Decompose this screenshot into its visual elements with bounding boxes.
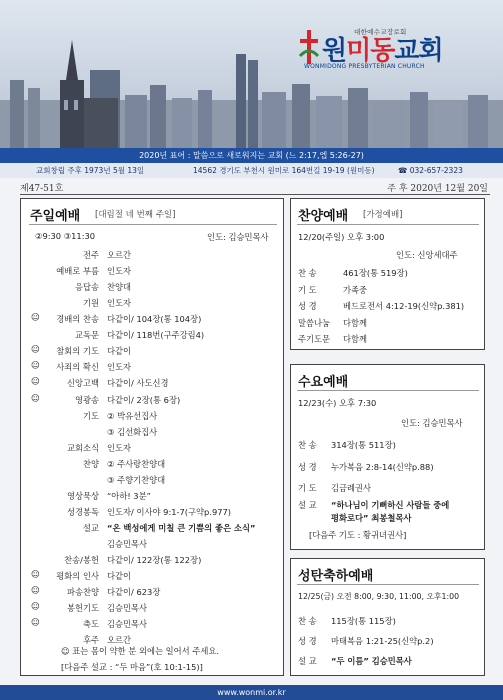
logo-denomination: 대한예수교장로회 [354,28,407,36]
praise-value: 다함께 [343,334,368,344]
order-value: 다같이/ 104장(통 104장) [107,314,202,325]
standing-note: ☺ 표는 몸이 약한 분 외에는 일어서 주세요. [61,646,219,656]
wednesday-time: 12/23(수) 오후 7:30 [298,398,377,408]
issue-number: 제47-51호 [20,184,64,194]
wednesday-value: 평화로다” 최봉철목사 [331,513,412,523]
order-value: 인도자 [107,442,132,453]
order-label: 교회소식 [66,442,99,453]
sunday-leader: 인도: 김승민목사 [207,232,269,242]
sunday-title: 주일예배 [30,209,81,224]
stand-up-icon: ☺ [31,570,40,580]
order-label: 기원 [82,298,99,309]
order-label: 예배로 부름 [56,266,99,276]
christmas-value: 마태복음 1:21-25(신약p.2) [331,636,434,646]
order-value: 다같이/ 2장(통 6장) [107,394,181,405]
founded-date: 교회창립 주후 1973년 5월 13일 [36,166,145,175]
praise-leader: 인도: 신앙세대주 [396,250,458,260]
order-label: 찬송/봉헌 [64,554,99,565]
wednesday-worship-box [290,364,485,550]
issue-line [20,180,490,195]
order-value: 김승민목사 [107,603,148,614]
order-value: “온 백성에게 미칠 큰 기쁨의 좋은 소식” [107,522,256,533]
christmas-label: 찬 송 [298,616,317,626]
order-value: 김승민목사 [107,538,148,549]
praise-worship-box [290,198,485,350]
divider [297,584,479,585]
praise-label: 말씀나눔 [298,317,331,328]
order-value: 다같이/ 623장 [107,587,161,598]
order-value: ③ 김선화집사 [107,426,158,437]
wednesday-leader: 인도: 김승민목사 [401,418,463,428]
order-label: 사죄의 확신 [56,362,99,373]
header-banner [0,0,503,150]
order-value: 다같이 [107,346,132,357]
church-phone: ☎ 032-657-2323 [398,166,463,175]
wednesday-value: 누가복음 2:8-14(신약p.88) [331,462,434,472]
order-label: 파송찬양 [66,587,99,598]
motto-band: 2020년 표어 : 말씀으로 새로워지는 교회 (느 2:17,엡 5:26-27) [0,148,503,163]
order-label: 찬양 [82,458,99,469]
order-value: 인도자/ 이사야 9:1-7(구약p.977) [107,506,232,517]
wednesday-next-prayer: [다음주 기도 : 황귀녀권사] [309,530,407,540]
praise-time: 12/20(주일) 오후 3:00 [298,232,385,242]
order-value: 김승민목사 [107,619,148,630]
order-label: 축도 [82,619,99,630]
logo-church-name: 원미동교회 [322,36,443,66]
logo-english-name: WONMIDONG PRESBYTERIAN CHURCH [304,63,425,70]
wednesday-title: 수요예배 [298,375,349,390]
christmas-label: 설 교 [298,656,317,666]
order-value: 찬양대 [107,282,132,293]
order-value: ② 주사랑찬양대 [107,458,166,469]
order-label: 영상묵상 [66,490,99,501]
order-label: 설교 [82,522,99,533]
praise-value: 가족중 [343,284,368,295]
christmas-value: 115장(통 115장) [331,616,396,626]
praise-subtitle: [가정예배] [363,210,403,220]
order-value: ③ 주향기찬양대 [107,474,166,485]
order-label: 전주 [82,250,99,260]
order-value: 다같이/ 122장(통 122장) [107,554,202,565]
church-info-bar [0,163,503,178]
next-sermon: [다음주 설교 : “두 마음”(호 10:1-15)] [61,662,203,672]
order-value: 다같이/ 118번(구주강림4) [107,330,205,341]
christmas-title: 성탄축하예배 [298,569,374,584]
wednesday-label: 성 경 [298,462,317,472]
order-label: 신앙고백 [66,378,99,389]
stand-up-icon: ☺ [31,345,40,356]
praise-label: 기 도 [298,284,317,295]
order-label: 응답송 [74,282,99,293]
order-label: 봉헌기도 [66,603,99,614]
stand-up-icon: ☺ [31,393,40,404]
wednesday-value: “하나님이 기뻐하신 사람들 중에 [331,500,450,510]
order-label: 경배의 찬송 [56,314,99,325]
order-label: 참회의 기도 [56,346,99,357]
order-value: 인도자 [107,266,132,276]
wednesday-label: 기 도 [298,483,317,493]
praise-label: 주기도문 [298,334,331,344]
sunday-subtitle: [대림절 네 번째 주일] [95,210,176,220]
footer-url: www.wonmi.or.kr [0,685,503,700]
order-label: 평화의 인사 [56,571,99,581]
order-value: “아하! 3분” [107,490,151,501]
order-value: 다같이/ 사도신경 [107,378,169,389]
praise-value: 베드로전서 4:12-19(신약p.381) [343,301,465,311]
praise-title: 찬양예배 [298,209,349,224]
church-logo [298,26,498,76]
order-value: 오르간 [107,250,132,260]
order-label: 후주 [82,635,99,646]
order-label: 영광송 [74,394,99,405]
wednesday-label: 찬 송 [298,440,317,450]
stand-up-icon: ☺ [31,361,40,372]
order-value: ② 박유선집사 [107,410,158,421]
sunday-times: ②9:30 ③11:30 [35,231,96,241]
stand-up-icon: ☺ [31,602,40,613]
wednesday-value: 314장(통 511장) [331,440,396,450]
cross-logo-icon [298,30,320,64]
stand-up-icon: ☺ [31,618,40,629]
wednesday-value: 김금례권사 [331,483,372,493]
stand-up-icon: ☺ [31,377,40,388]
praise-value: 461장(통 519장) [343,268,408,278]
sunday-worship-box [20,198,284,676]
issue-date: 주 후 2020년 12월 20일 [387,184,488,194]
order-label: 성경봉독 [66,506,99,517]
wednesday-label: 설 교 [298,500,317,510]
divider [297,224,479,225]
praise-label: 성 경 [298,301,317,311]
order-value: 인도자 [107,298,132,309]
christmas-value: “두 이름” 김승민목사 [331,656,412,666]
stand-up-icon: ☺ [31,586,40,597]
order-value: 오르간 [107,635,132,646]
christmas-worship-box [290,558,485,676]
praise-label: 찬 송 [298,268,317,278]
christmas-label: 성 경 [298,636,317,646]
church-address: 14562 경기도 부천시 원미로 164번길 19-19 (원미동) [193,166,375,175]
praise-value: 다함께 [343,317,368,328]
order-value: 다같이 [107,571,132,581]
order-label: 기도 [82,410,99,421]
christmas-times: 12/25(금) 오전 8:00, 9:30, 11:00, 오후1:00 [298,592,460,601]
order-label: 교독문 [74,330,99,341]
order-value: 인도자 [107,362,132,373]
stand-up-icon: ☺ [31,313,40,324]
divider [297,390,479,391]
divider [29,224,277,225]
